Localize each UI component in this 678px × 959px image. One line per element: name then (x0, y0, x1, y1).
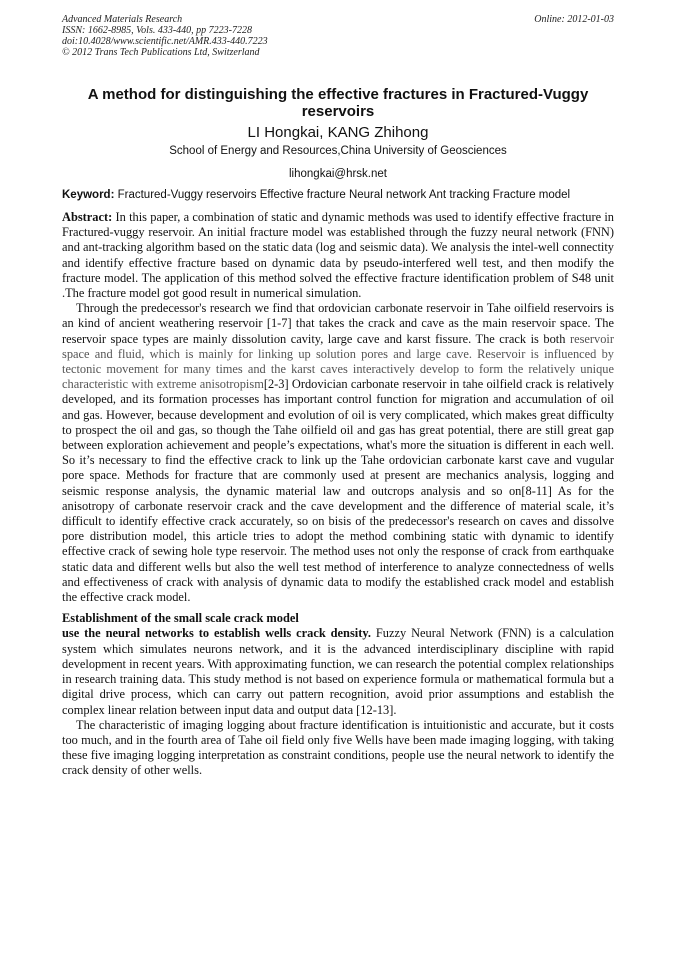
abstract (62, 210, 614, 301)
section-subheading: use the neural networks to establish wells crack density. (62, 626, 371, 641)
abstract-label: Abstract: (62, 210, 113, 224)
section-heading: Establishment of the small scale crack model (62, 611, 299, 626)
section-paragraph-2: The characteristic of imaging logging about fracture identification is intuitionistic and accurate, but it costs too much, and in the fourth area of Tahe oil field only five Wells have been made imaging logging, with taking these five imaging logging interpretation as constraint conditions, people use the neural network to identify the crack density of other wells. (62, 717, 614, 778)
keywords-label: Keyword: (62, 189, 115, 201)
issn-line: ISSN: 1662-8985, Vols. 433-440, pp 7223-7228 (62, 25, 252, 36)
journal-header (62, 14, 614, 58)
journal-name: Advanced Materials Research (62, 14, 183, 25)
intro-text-3: [2-3] Ordovician carbonate reservoir in tahe oilfield crack is relatively developed, and its formation processes has important control function for migration and accumulation of oil and gas. However, because development and evolution of oil is very complicated, which makes great difficulty to prospect the oil and gas, so though the Tahe oilfield oil and gas has great potential, there are still great gap between exploration achievement and people’s expectations, what's more the situation is different in each well. So it’s necessary to find the effective crack to link up the Tahe ordovician carbonate karst cave and vugular pore space. Methods for fracture that are commonly used at present are mechanics analysis, logging and seismic response analysis, the dynamic material law and outcrops analysis and so on[8-11] As for the anisotropy of carbonate reservoir crack and the cave development and the difference of material scale, it’s difficult to identify effective crack accurately, so on bisis of the predecessor's research on caves and dissolve pore distribution model, this article tries to adopt the method combining static with dynamic to identify effective crack of sewing hole type reservoir. The method uses not only the response of crack from earthquake static data and different wells but also the well test method of interference to analyze connectedness of wells and effectiveness of crack with analysis of dynamic data to modify the established crack model and establish the effective crack model. (62, 377, 614, 605)
paper-page (62, 14, 614, 779)
intro-paragraph (62, 301, 614, 605)
online-date: Online: 2012-01-03 (534, 14, 614, 25)
author-affiliation: School of Energy and Resources,China University of Geosciences (169, 145, 507, 157)
section-para1-text: Fuzzy Neural Network (FNN) is a calculation system which simulates neurons network, and it is the advanced interdisciplinary discipline with rapid development in recent years. With approximating function, we can research the potential complex relationships in research training data. This study method is not based on experience formula or mathematical formula but a digital drive process, which can carry out pattern recognition, avoid prior assumptions and establish the complex linear relation between input data and output data [12-13]. (62, 626, 614, 717)
keywords (62, 188, 614, 202)
intro-text-2: reservoir space and fluid, which is mainly for linking up solution pores and large cave. Reservoir is influenced by tectonic movement for many times and the karst caves interactively develop to form the relatively unique characteristic with extreme anisotropism (62, 331, 614, 392)
paper-authors: LI Hongkai, KANG Zhihong (247, 124, 429, 141)
paper-title: A method for distinguishing the effective fractures in Fractured-Vuggy reservoirs (87, 86, 589, 120)
doi-line: doi:10.4028/www.scientific.net/AMR.433-440.7223 (62, 36, 268, 47)
intro-text-1: Through the predecessor's research we find that ordovician carbonate reservoir in Tahe oilfield reservoirs is an kind of ancient weathering reservoir [1-7] that takes the crack and cave as the main reservoir space. The reservoir space types are mainly dissolution cavity, large cave and karst fissure. The crack is both (62, 301, 614, 346)
copyright-line: © 2012 Trans Tech Publications Ltd, Switzerland (62, 47, 260, 58)
section-paragraph-1 (62, 626, 614, 717)
abstract-text: In this paper, a combination of static and dynamic methods was used to identify effective fracture in Fractured-vuggy reservoir. An initial fracture model was established through the fuzzy neural network (FNN) and ant-tracking algorithm based on the static data (log and seismic data). We analysis the intel-well connectity and identify effective fracture based on dynamic data by pseudo-interfered well test, and then modify the fracture model. The application of this method solved the effective fracture identification problem of S48 unit .The fracture model got good result in numerical simulation. (62, 210, 614, 301)
author-email: lihongkai@hrsk.net (289, 168, 387, 180)
keywords-text: Fractured-Vuggy reservoirs Effective fracture Neural network Ant tracking Fracture model (114, 189, 571, 201)
